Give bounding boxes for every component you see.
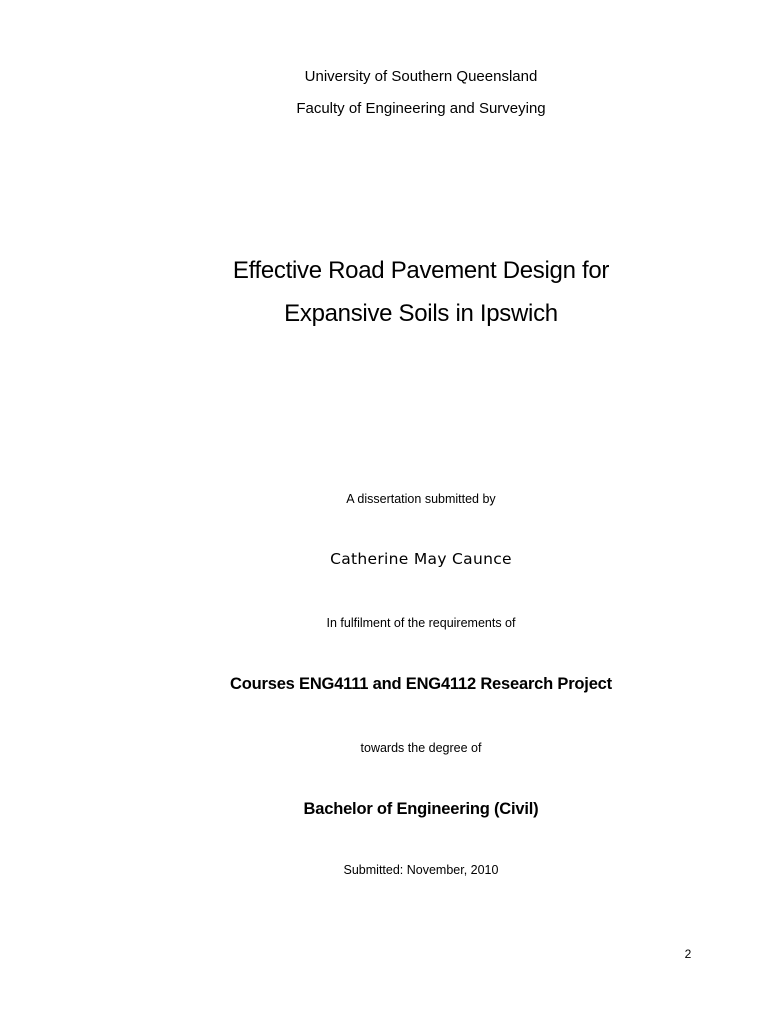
page-number: 2 bbox=[684, 947, 692, 961]
submitted-by-label: A dissertation submitted by bbox=[346, 492, 496, 506]
author-name: Catherine May Caunce bbox=[330, 550, 512, 568]
degree-label: towards the degree of bbox=[360, 741, 482, 755]
title-line-2: Expansive Soils in Ipswich bbox=[284, 300, 558, 327]
title-line-1: Effective Road Pavement Design for bbox=[232, 257, 610, 284]
courses-title: Courses ENG4111 and ENG4112 Research Project bbox=[230, 675, 612, 693]
degree-title: Bachelor of Engineering (Civil) bbox=[303, 800, 539, 818]
faculty-name: Faculty of Engineering and Surveying bbox=[296, 100, 546, 117]
university-name: University of Southern Queensland bbox=[304, 68, 538, 85]
submission-date: Submitted: November, 2010 bbox=[343, 863, 499, 877]
fulfilment-label: In fulfilment of the requirements of bbox=[326, 616, 516, 630]
